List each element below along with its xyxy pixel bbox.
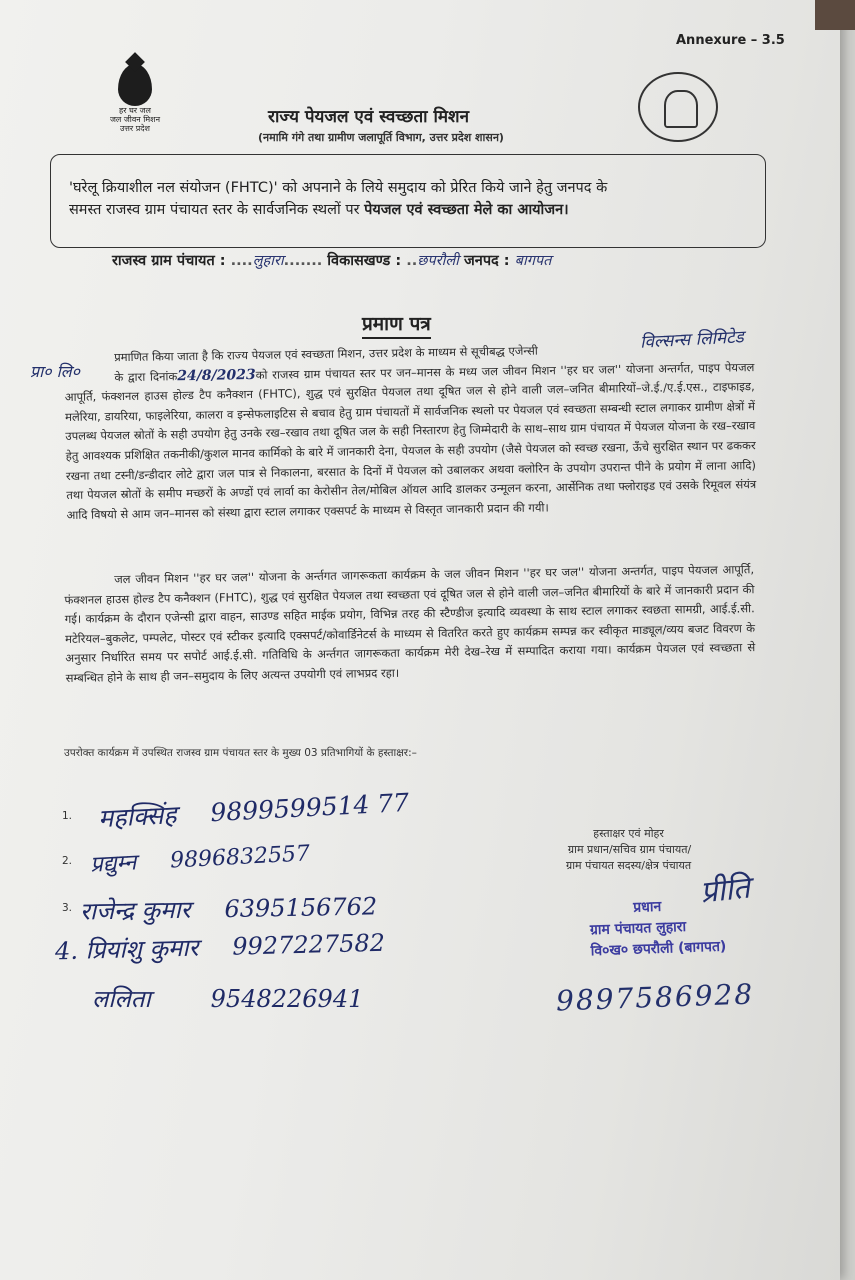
district-value: बागपत — [514, 253, 552, 269]
certificate-paragraph-1 — [64, 338, 757, 525]
participant-number-1: 1. — [62, 810, 73, 822]
stamp-line-3: वि०ख० छपरौली (बागपत) — [590, 938, 727, 960]
pradhan-signature: प्रीति — [698, 870, 752, 911]
participant-phone: 9548226941 — [210, 985, 364, 1013]
pradhan-phone: 9897586928 — [555, 977, 755, 1018]
logo-line-1: हर घर जल — [119, 106, 151, 115]
gram-panchayat-line: राजस्व ग्राम पंचायत : ....लुहारा....... विकासखण्ड : ..छपरौली जनपद : बागपत — [112, 253, 552, 269]
para1-part-a: प्रमाणित किया जाता है कि राज्य पेयजल एवं स्वच्छता मिशन, उत्तर प्रदेश के माध्यम से सूचीबद्ध एजेन्सी — [114, 343, 538, 365]
participant-signature-5 — [92, 982, 363, 1015]
sig-label-line-2: ग्राम प्रधान/सचिव ग्राम पंचायत/ — [567, 843, 692, 856]
certificate-paragraph-2 — [64, 560, 756, 688]
participant-phone: 9896832557 — [169, 841, 311, 874]
logo-line-3: उत्तर प्रदेश — [120, 124, 150, 133]
sig-label-line-1: हस्ताक्षर एवं मोहर — [593, 827, 664, 840]
mission-title: राज्य पेयजल एवं स्वच्छता मिशन — [268, 107, 470, 127]
stamp-line-1: प्रधान — [632, 898, 662, 916]
program-date-handwritten: 24/8/2023 — [177, 366, 256, 384]
mission-subtitle: (नमामि गंगे तथा ग्रामीण जलापूर्ति विभाग, उत्तर प्रदेश शासन) — [258, 131, 504, 144]
para2-text: जल जीवन मिशन ''हर घर जल'' योजना के अर्न्तगत जागरूकता कार्यक्रम के जल जीवन मिशन ''हर घर जल'' योजना अन्तर्गत, पाइप पेयजल आपूर्ति, फंक्शनल हाउस होल्ड टैप कनैक्शन (FHTC), शुद्ध एवं सुरक्षित पेयजल तथा स्वच्छता एवं दूषित जल से होने वाली जल–जनित बीमारियों के बारे में जानकारी प्रदान की गई। कार्यक्रम के दौरान एजेन्सी द्वारा वाहन, साउण्ड सहित माईक प्रयोग, विभिन्न तरह की स्टैण्डीज इत्यादि व्यवस्था के साथ स्टाल लगाकर स्वछता सामग्री, आई.ई.सी. मटेरियल–बुकलेट, पम्पलेट, पोस्टर एवं स्टीकर इत्यादि एक्सपर्ट/कोवार्डिनेटर्स के माध्यम से वितरित करते हुए कार्यक्रम सम्पन्न कर स्वीकृत माड्यूल/व्यय बजट विवरण के अनुसार निर्धारित समय पर सपोर्ट आई.ई.सी. गतिविधि के अर्न्तगत जागरूकता कार्यक्रम मेरी देख–रेख में सम्पादित कराया गया। कार्यक्रम पेयजल एवं स्वच्छता से सम्बन्धित होने के साथ ही जन–समुदाय के लिए अत्यन्त उपयोगी एवं लाभप्रद रहा। — [64, 562, 756, 685]
logo-line-2: जल जीवन मिशन — [109, 115, 161, 124]
block-label: विकासखण्ड : — [327, 253, 402, 269]
water-drop-icon — [118, 64, 152, 106]
participant-phone: 9899599514 77 — [209, 787, 410, 828]
signature-intro: उपरोक्त कार्यक्रम में उपस्थित राजस्व ग्राम पंचायत स्तर के मुख्य 03 प्रतिभागियों के हस्ताक्षर:– — [64, 747, 417, 759]
event-line-2-bold: पेयजल एवं स्वच्छता मेले का आयोजन। — [364, 202, 569, 218]
signature-seal-label — [566, 826, 691, 874]
participant-number-3: 3. — [62, 902, 73, 914]
event-line-1: 'घरेलू क्रियाशील नल संयोजन (FHTC)' को अपनाने के लिये समुदाय को प्रेरित किये जाने हेतु जनपद के — [69, 180, 608, 196]
har-ghar-jal-logo — [100, 64, 170, 144]
sig-label-line-3: ग्राम पंचायत सदस्य/क्षेत्र पंचायत — [566, 859, 692, 872]
gp-value: लुहारा — [252, 253, 284, 269]
participant-number-2: 2. — [62, 855, 73, 867]
participant-name: ललिता — [92, 985, 151, 1013]
stamp-line-2: ग्राम पंचायत लुहारा — [589, 919, 687, 939]
background-corner — [815, 0, 855, 30]
para1-part-b: के द्वारा दिनांक — [114, 368, 178, 384]
district-label: जनपद : — [464, 253, 510, 269]
block-value: छपरौली — [417, 253, 459, 269]
event-line-2 — [69, 199, 749, 221]
event-title-box — [50, 154, 766, 248]
participant-phone: 9927227582 — [231, 928, 386, 961]
certificate-title: प्रमाण पत्र — [362, 310, 431, 339]
gp-label: राजस्व ग्राम पंचायत : — [112, 253, 226, 269]
event-line-2-text: समस्त राजस्व ग्राम पंचायत स्तर के सार्वजनिक स्थलों पर — [69, 202, 365, 218]
up-government-emblem-icon — [638, 72, 718, 142]
participant-name: प्रद्युम्न — [89, 850, 137, 878]
agency-suffix-handwritten: प्रा० लि० — [30, 362, 80, 381]
participant-name: राजेन्द्र कुमार — [79, 895, 191, 926]
participant-phone: 6395156762 — [224, 892, 378, 924]
agency-name-handwritten: विल्सन्स लिमिटेड — [639, 327, 745, 353]
annexure-label: Annexure – 3.5 — [676, 33, 785, 48]
participant-name: महक्सिंह — [97, 800, 178, 834]
para1-part-c: को राजस्व ग्राम पंचायत स्तर पर जन–मानस के मध्य जल जीवन मिशन ''हर घर जल'' योजना अन्तर्गत, पाइप पेयजल आपूर्ति, फंक्शनल हाउस होल्ड टैप कनैक्शन (FHTC), शुद्ध एवं सुरक्षित पेयजल तथा दूषित जल से होने वाली जल–जनित बीमारियों–जे.ई./ए.ई.एस., टाइफाइड, मलेरिया, डायरिया, फाइलेरिया, कालरा व इन्सेफलाइटिस से बचाव हेतु ग्राम पंचायतों में सार्वजनिक स्थलो पर पेयजल एवं स्वच्छता सम्बन्धी स्टाल लगाकर ग्रामीण क्षेत्रों में उपलब्ध पेयजल स्रोतों के सही उपयोग हेतु उनके रख–रखाव तथा दूषित जल के सही निस्तारण हेतु जिम्मेदारी के साथ–साथ ग्राम पंचायत में पेयजल योजना के रख–रखाव हेतु आवश्यक प्रशिक्षित तकनीकी/कुशल मानव कार्मिको के बारे में जानकारी देना, पेयजल के सही उपयोग (जैसे पेयजल को स्वच्छ रखना, ऊँचे सुरक्षित स्थान पर ढककर रखना तथा टस्नी/डन्डीदार लोटे द्वारा जल पात्र से निकालना, बरसात के दिनों में पेयजल को उबालकर अथवा क्लोरिन के उपयोग उपरान्त पीने के प्रयोग में लाना आदि) तथा पेयजल स्रोतों के समीप मच्छरों के अण्डों एवं लार्वा का केरोसीन तेल/मोबिल ऑयल आदि डालकर उन्मूलन करना, आर्सेनिक तथा फ्लोराइड एवं उसके रिमूवल संयंत्र आदि विषयो से आम जन–मानस को संस्था द्वारा स्टाल लगाकर एक्सपर्ट के माध्यम से विस्तृत जानकारी प्रदान की गयी। — [64, 359, 757, 522]
participant-name: 4. प्रियांशु कुमार — [54, 933, 199, 966]
participant-signature-3 — [80, 889, 378, 927]
